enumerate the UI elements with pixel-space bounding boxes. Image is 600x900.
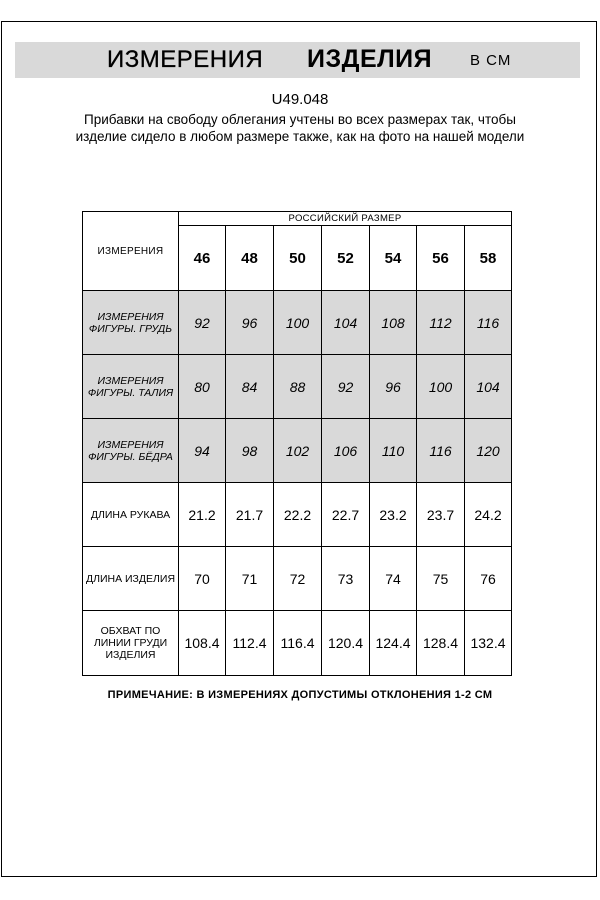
value-cell: 108 — [370, 291, 417, 355]
value-cell: 23.2 — [370, 483, 417, 547]
value-cell: 116 — [465, 291, 512, 355]
value-cell: 96 — [370, 355, 417, 419]
size-table — [82, 211, 512, 676]
value-cell: 71 — [226, 547, 274, 611]
title-measurements: ИЗМЕРЕНИЯ — [107, 46, 264, 73]
value-cell: 120.4 — [322, 611, 370, 676]
russian-size-header: РОССИЙСКИЙ РАЗМЕР — [179, 212, 512, 226]
value-cell: 108.4 — [179, 611, 226, 676]
table-row — [83, 419, 512, 483]
value-cell: 98 — [226, 419, 274, 483]
value-cell: 116.4 — [274, 611, 322, 676]
value-cell: 92 — [179, 291, 226, 355]
value-cell: 74 — [370, 547, 417, 611]
measurements-header: ИЗМЕРЕНИЯ — [83, 212, 179, 291]
tolerance-note: ПРИМЕЧАНИЕ: В ИЗМЕРЕНИЯХ ДОПУСТИМЫ ОТКЛОНЕНИЯ 1-2 СМ — [107, 689, 493, 701]
value-cell: 22.7 — [322, 483, 370, 547]
value-cell: 76 — [465, 547, 512, 611]
value-cell: 75 — [417, 547, 465, 611]
value-cell: 96 — [226, 291, 274, 355]
size-header-cell: 54 — [370, 226, 417, 291]
value-cell: 116 — [417, 419, 465, 483]
value-cell: 132.4 — [465, 611, 512, 676]
value-cell: 100 — [274, 291, 322, 355]
value-cell: 104 — [322, 291, 370, 355]
row-label: ИЗМЕРЕНИЯ ФИГУРЫ. ГРУДЬ — [83, 291, 179, 355]
table-row — [83, 291, 512, 355]
value-cell: 88 — [274, 355, 322, 419]
size-header-cell: 46 — [179, 226, 226, 291]
value-cell: 94 — [179, 419, 226, 483]
row-label: ИЗМЕРЕНИЯ ФИГУРЫ. БЁДРА — [83, 419, 179, 483]
value-cell: 21.7 — [226, 483, 274, 547]
size-header-cell: 48 — [226, 226, 274, 291]
value-cell: 73 — [322, 547, 370, 611]
size-header-cell: 58 — [465, 226, 512, 291]
value-cell: 72 — [274, 547, 322, 611]
value-cell: 84 — [226, 355, 274, 419]
value-cell: 24.2 — [465, 483, 512, 547]
value-cell: 120 — [465, 419, 512, 483]
value-cell: 124.4 — [370, 611, 417, 676]
value-cell: 128.4 — [417, 611, 465, 676]
value-cell: 80 — [179, 355, 226, 419]
title-unit: В СМ — [470, 52, 512, 69]
value-cell: 70 — [179, 547, 226, 611]
value-cell: 112.4 — [226, 611, 274, 676]
value-cell: 22.2 — [274, 483, 322, 547]
table-row — [83, 547, 512, 611]
value-cell: 106 — [322, 419, 370, 483]
row-label: ДЛИНА РУКАВА — [83, 483, 179, 547]
table-row — [83, 355, 512, 419]
value-cell: 110 — [370, 419, 417, 483]
value-cell: 92 — [322, 355, 370, 419]
value-cell: 21.2 — [179, 483, 226, 547]
row-label: ДЛИНА ИЗДЕЛИЯ — [83, 547, 179, 611]
value-cell: 104 — [465, 355, 512, 419]
fit-description: Прибавки на свободу облегания учтены во всех размерах так, чтобы изделие сидело в любом размере также, как на фото на нашей модели — [75, 112, 525, 144]
table-row — [83, 611, 512, 676]
table-row — [83, 483, 512, 547]
article-number: U49.048 — [271, 91, 329, 108]
size-header-cell: 52 — [322, 226, 370, 291]
value-cell: 23.7 — [417, 483, 465, 547]
title-product: ИЗДЕЛИЯ — [307, 45, 433, 73]
size-header-cell: 56 — [417, 226, 465, 291]
value-cell: 102 — [274, 419, 322, 483]
value-cell: 100 — [417, 355, 465, 419]
size-header-cell: 50 — [274, 226, 322, 291]
row-label: ИЗМЕРЕНИЯ ФИГУРЫ. ТАЛИЯ — [83, 355, 179, 419]
value-cell: 112 — [417, 291, 465, 355]
row-label: ОБХВАТ ПО ЛИНИИ ГРУДИ ИЗДЕЛИЯ — [83, 611, 179, 676]
